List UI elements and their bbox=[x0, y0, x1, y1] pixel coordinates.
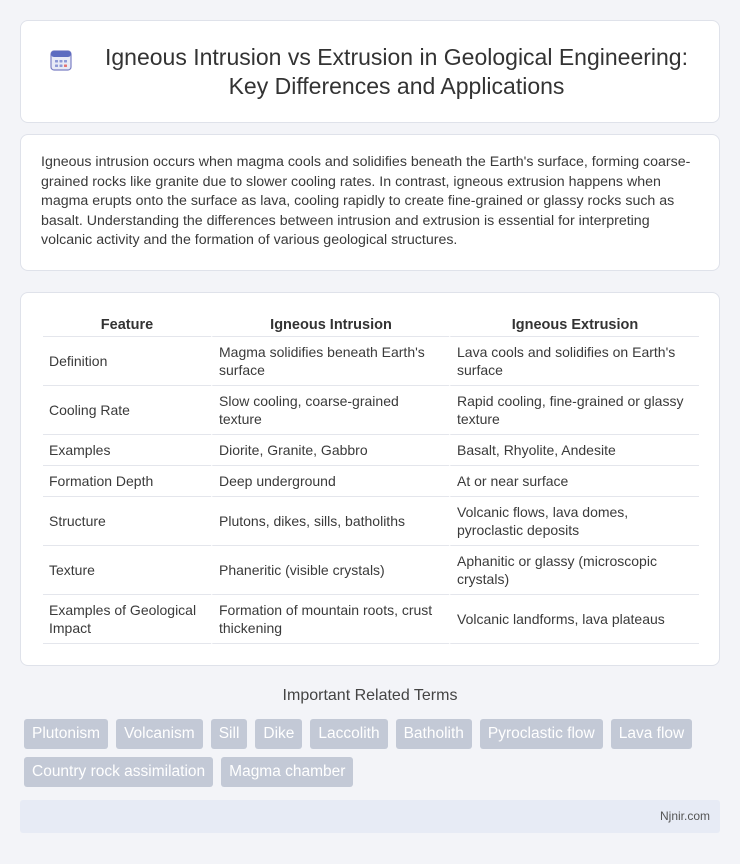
footer-site[interactable]: Njnir.com bbox=[659, 809, 710, 823]
title-card bbox=[20, 20, 720, 123]
page-title: Igneous Intrusion vs Extrusion in Geological Engineering: Key Differences and Applications bbox=[104, 44, 688, 99]
related-terms-list bbox=[24, 719, 714, 787]
row-feature: Definition bbox=[43, 337, 211, 386]
row-intrusion: Formation of mountain roots, crust thickening bbox=[211, 595, 449, 644]
row-intrusion: Slow cooling, coarse-grained texture bbox=[211, 386, 449, 435]
row-extrusion: Basalt, Rhyolite, Andesite bbox=[449, 435, 699, 466]
tag-lava-flow[interactable]: Lava flow bbox=[611, 719, 692, 749]
table-row bbox=[43, 435, 699, 466]
row-extrusion: Aphanitic or glassy (microscopic crystals) bbox=[449, 546, 699, 595]
row-intrusion: Deep underground bbox=[211, 466, 449, 497]
tag-volcanism[interactable]: Volcanism bbox=[116, 719, 203, 749]
header-feature: Feature bbox=[43, 313, 211, 337]
comparison-card bbox=[20, 292, 720, 666]
table-row bbox=[43, 337, 699, 386]
header-intrusion: Igneous Intrusion bbox=[211, 313, 449, 337]
row-extrusion: At or near surface bbox=[449, 466, 699, 497]
table-row bbox=[43, 466, 699, 497]
tag-plutonism[interactable]: Plutonism bbox=[24, 719, 108, 749]
row-feature: Examples bbox=[43, 435, 211, 466]
tag-magma-chamber[interactable]: Magma chamber bbox=[221, 757, 353, 787]
row-extrusion: Lava cools and solidifies on Earth's surface bbox=[449, 337, 699, 386]
table-row bbox=[43, 595, 699, 644]
related-terms-title: Important Related Terms bbox=[282, 687, 458, 704]
tag-country-rock-assimilation[interactable]: Country rock assimilation bbox=[24, 757, 213, 787]
row-feature: Texture bbox=[43, 546, 211, 595]
row-feature: Structure bbox=[43, 497, 211, 546]
row-feature: Formation Depth bbox=[43, 466, 211, 497]
row-intrusion: Plutons, dikes, sills, batholiths bbox=[211, 497, 449, 546]
row-feature: Examples of Geological Impact bbox=[43, 595, 211, 644]
tag-batholith[interactable]: Batholith bbox=[396, 719, 472, 749]
row-extrusion: Rapid cooling, fine-grained or glassy texture bbox=[449, 386, 699, 435]
row-intrusion: Phaneritic (visible crystals) bbox=[211, 546, 449, 595]
intro-card bbox=[20, 134, 720, 271]
row-intrusion: Magma solidifies beneath Earth's surface bbox=[211, 337, 449, 386]
tag-sill[interactable]: Sill bbox=[211, 719, 248, 749]
table-row bbox=[43, 497, 699, 546]
intro-paragraph: Igneous intrusion occurs when magma cools and solidifies beneath the Earth's surface, forming coarse-grained rocks like granite due to slower cooling rates. In contrast, igneous extrusion happens when magma erupts onto the surface as lava, cooling rapidly to create fine-grained or glassy rocks such as basalt. Understanding the differences between intrusion and extrusion is essential for interpreting volcanic activity and the formation of various geological structures. bbox=[41, 154, 691, 248]
row-extrusion: Volcanic landforms, lava plateaus bbox=[449, 595, 699, 644]
table-row bbox=[43, 386, 699, 435]
header-extrusion: Igneous Extrusion bbox=[449, 313, 699, 337]
row-feature: Cooling Rate bbox=[43, 386, 211, 435]
comparison-table bbox=[43, 313, 699, 644]
tag-pyroclastic-flow[interactable]: Pyroclastic flow bbox=[480, 719, 603, 749]
row-extrusion: Volcanic flows, lava domes, pyroclastic deposits bbox=[449, 497, 699, 546]
row-intrusion: Diorite, Granite, Gabbro bbox=[211, 435, 449, 466]
footer bbox=[20, 800, 720, 833]
tag-laccolith[interactable]: Laccolith bbox=[310, 719, 387, 749]
tag-dike[interactable]: Dike bbox=[255, 719, 302, 749]
table-row bbox=[43, 546, 699, 595]
table-header-row bbox=[43, 313, 699, 337]
